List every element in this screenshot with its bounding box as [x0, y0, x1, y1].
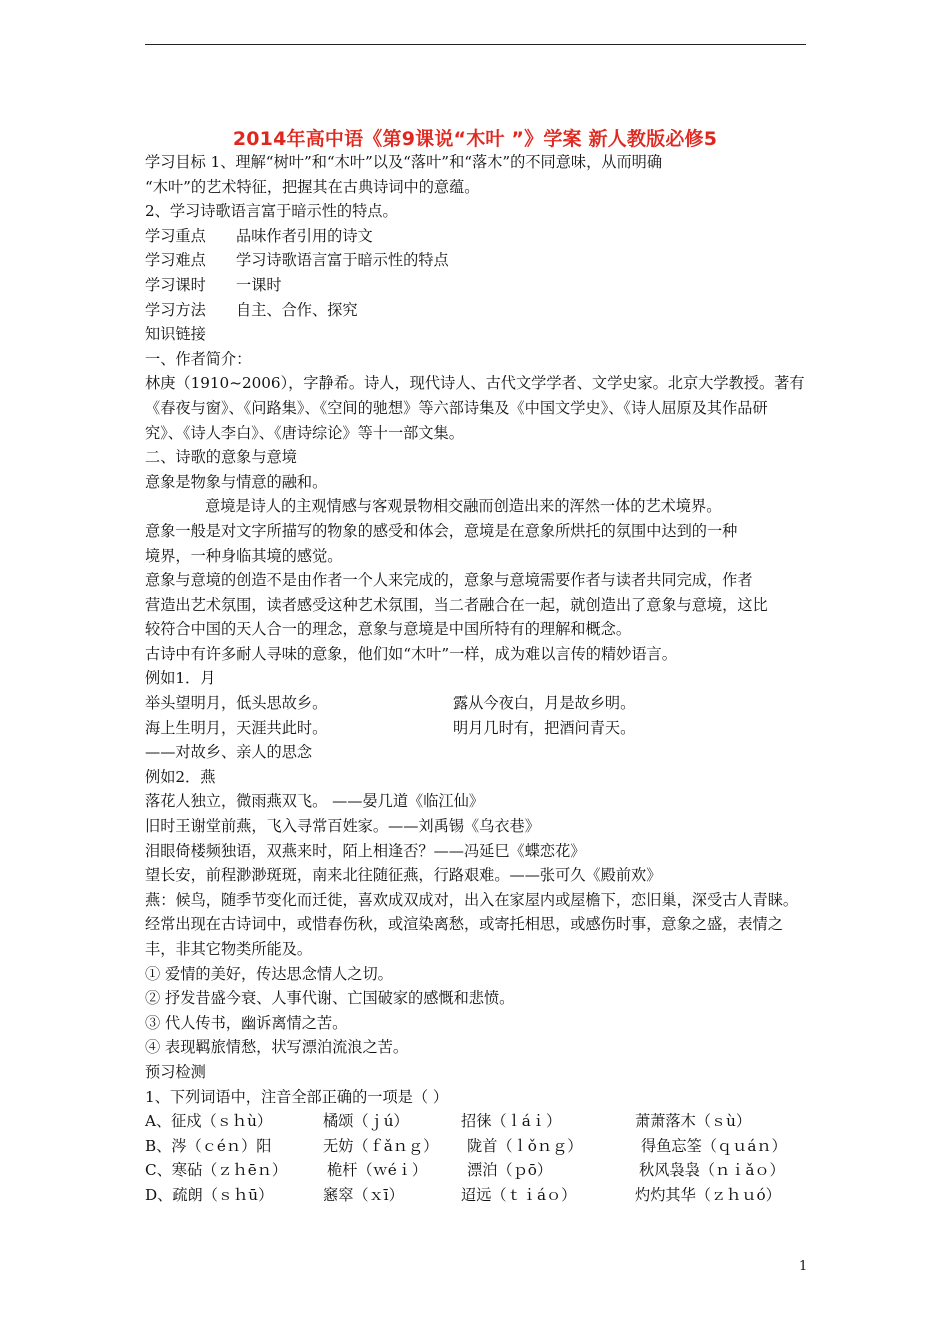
list-item: ① 爱情的美好，传达思念情人之切。: [145, 964, 393, 983]
poem-line: 海上生明月，天涯共此时。: [145, 718, 328, 737]
answer-option: 橘颂（ｊú）: [323, 1112, 409, 1131]
answer-option: 得鱼忘筌（ｑｕáｎ）: [641, 1136, 787, 1155]
answer-option: 桅杆（ｗéｉ）: [327, 1161, 428, 1180]
answer-option: 无妨（ｆǎｎｇ）: [323, 1136, 439, 1155]
answer-option: 秋风袅袅（ｎｉǎｏ）: [639, 1161, 785, 1180]
section-heading: 二、诗歌的意象与意境: [145, 448, 297, 467]
answer-option: 窸窣（ｘī）: [323, 1185, 404, 1204]
paragraph-line: 经常出现在古诗词中，或惜春伤秋，或渲染离愁，或寄托相思，或感伤时事，意象之盛，表情之: [145, 915, 783, 934]
poem-line: 明月几时有，把酒问青天。: [453, 718, 636, 737]
answer-option: 陇首（ｌǒｎｇ）: [467, 1136, 583, 1155]
answer-option-row: [145, 1158, 810, 1183]
example-heading: 例如2．燕: [145, 767, 216, 786]
question-text: 1、下列词语中，注音全部正确的一项是（ ）: [145, 1087, 449, 1106]
paragraph-line: 较符合中国的天人合一的理念，意象与意境是中国所特有的理解和概念。: [145, 620, 631, 639]
meta-row: [145, 248, 810, 273]
header-rule: [145, 44, 806, 45]
author-line: 《春夜与窗》、《问路集》、《空间的驰想》等六部诗集及《中国文学史》、《诗人屈原及其作品研: [145, 398, 768, 417]
paragraph-line: 意象与意境的创造不是由作者一个人来完成的，意象与意境需要作者与读者共同完成，作者: [145, 571, 753, 590]
list-item: ② 抒发昔盛今衰、人事代谢、亡国破家的感慨和悲愤。: [145, 989, 515, 1008]
paragraph-line: 境界，一种身临其境的感觉。: [145, 546, 343, 565]
paragraph-line: 营造出艺术氛围，读者感受这种艺术氛围，当二者融合在一起，就创造出了意象与意境，这比: [145, 595, 768, 614]
meta-value: 品味作者引用的诗文: [236, 226, 373, 245]
author-line: 林庚（1910~2006），字静希。诗人，现代诗人、古代文学学者、文学史家。北京大学教授。著有: [145, 374, 805, 393]
answer-option: 萧萧落木（ｓù）: [635, 1112, 752, 1131]
poem-row: [145, 691, 810, 716]
poem-row: [145, 716, 810, 741]
section-heading: 预习检测: [145, 1062, 206, 1081]
list-item: ④ 表现羁旅情愁，状写漂泊流浪之苦。: [145, 1038, 409, 1057]
paragraph-line: 意象一般是对文字所描写的物象的感受和体会，意境是在意象所烘托的氛围中达到的一种: [145, 521, 738, 540]
poem-line: 举头望明月，低头思故乡。: [145, 694, 328, 713]
document-body: [145, 150, 810, 1208]
meta-value: 自主、合作、探究: [236, 300, 358, 319]
meta-value: 学习诗歌语言富于暗示性的特点: [236, 251, 449, 270]
answer-option: 漂泊（ｐō）: [467, 1161, 553, 1180]
paragraph-line: 古诗中有许多耐人寻味的意象，他们如“木叶”一样，成为难以言传的精妙语言。: [145, 644, 677, 663]
section-heading: 一、作者简介：: [145, 349, 252, 368]
meta-row: [145, 298, 810, 323]
objectives-line: 2、学习诗歌语言富于暗示性的特点。: [145, 202, 398, 221]
answer-option-row: [145, 1134, 810, 1159]
document-title: 2014年高中语《第9课说“木叶 ”》学案 新人教版必修5: [232, 128, 718, 150]
meta-label: 学习课时: [145, 275, 206, 294]
answer-option: B、涔（ｃéｎ）阳: [145, 1136, 272, 1155]
meta-label: 学习难点: [145, 251, 206, 270]
poem-line: 落花人独立，微雨燕双飞。 ——晏几道《临江仙》: [145, 792, 484, 811]
poem-line: 旧时王谢堂前燕，飞入寻常百姓家。——刘禹锡《乌衣巷》: [145, 817, 540, 836]
example-heading: 例如1．月: [145, 669, 216, 688]
answer-option: C、寒砧（ｚｈēｎ）: [145, 1161, 288, 1180]
poem-line: 望长安，前程渺渺斑斑，南来北往随征燕，行路艰难。——张可久《殿前欢》: [145, 866, 662, 885]
paragraph-line: 燕：候鸟，随季节变化而迁徙，喜欢成双成对，出入在家屋内或屋檐下，恋旧巢，深受古人青睐。: [145, 890, 799, 909]
paragraph-line: 意象是物象与情意的融和。: [145, 472, 328, 491]
list-item: ③ 代人传书，幽诉离情之苦。: [145, 1013, 348, 1032]
meta-label: 学习重点: [145, 226, 206, 245]
example-note: ——对故乡、亲人的思念: [145, 743, 313, 762]
meta-value: 一课时: [236, 275, 282, 294]
section-heading: 知识链接: [145, 325, 206, 344]
paragraph-line: 意境是诗人的主观情感与客观景物相交融而创造出来的浑然一体的艺术境界。: [205, 497, 722, 516]
meta-row: [145, 273, 810, 298]
objectives-line: “木叶”的艺术特征，把握其在古典诗词中的意蕴。: [145, 177, 480, 196]
answer-option: 招徕（ｌáｉ）: [461, 1112, 562, 1131]
poem-line: 泪眼倚楼频独语，双燕来时，陌上相逢否？——冯延巳《蝶恋花》: [145, 841, 586, 860]
objectives-line: 学习目标 1、理解“树叶”和“木叶”以及“落叶”和“落木”的不同意味，从而明确: [145, 153, 663, 171]
poem-line: 露从今夜白，月是故乡明。: [453, 694, 636, 713]
meta-row: [145, 224, 810, 249]
author-line: 究》、《诗人李白》、《唐诗综论》等十一部文集。: [145, 423, 464, 442]
answer-option: 迢远（ｔｉáｏ）: [461, 1185, 577, 1204]
answer-option-row: [145, 1109, 810, 1134]
answer-option-row: [145, 1183, 810, 1208]
answer-option: D、疏朗（ｓｈū）: [145, 1185, 274, 1204]
answer-option: 灼灼其华（ｚｈｕó）: [635, 1185, 781, 1204]
answer-option: A、征戍（ｓｈù）: [145, 1112, 273, 1131]
paragraph-line: 丰，非其它物类所能及。: [145, 940, 313, 958]
page-number: 1: [799, 1259, 808, 1274]
meta-label: 学习方法: [145, 300, 206, 319]
